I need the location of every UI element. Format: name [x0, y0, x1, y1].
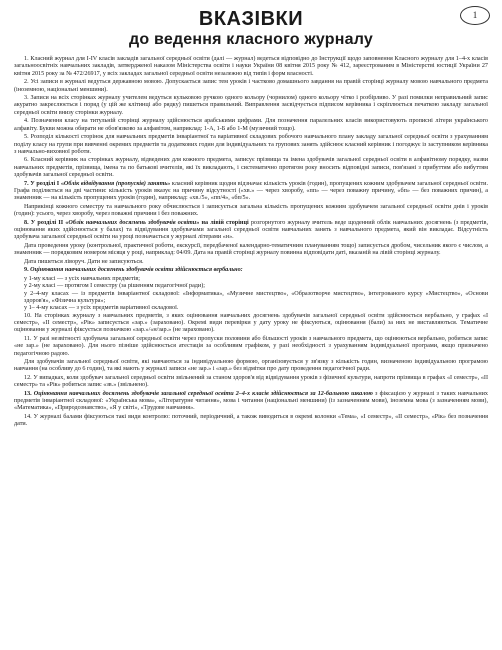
- text-run: 10. На сторінках журналу з навчальних предметів, з яких оцінювання навчальних досягнень здобувачів загальної середньої освіти здійснюється вербально, у графах «I семестр», «II семестр», «Рік» записується «зар.» (зараховано). Окремі види перевірки у дату уроку не фіксуються, оцінювання (бали) за них не виставляються. Тематичне оцінювання у журналі фіксується позначкою «зар.»/«н/зар.» (не зараховано).: [14, 312, 488, 334]
- text-run: У розділі II «: [30, 219, 69, 226]
- text-run: 8.: [24, 219, 31, 226]
- list-item: [14, 291, 488, 306]
- text-run: у 2–4-му класах — із предметів інваріантної складової: «Інформатика», «Музичне мистецтво», «Образотворче мистецтво», інтегрованого курсу «Мистецтво», «Основи здоров'я», «Фізична культура»;: [24, 290, 488, 304]
- paragraph: [14, 375, 488, 390]
- paragraph: [14, 391, 488, 413]
- text-run: у 2-му класі — протягом I семестру (за рішенням педагогічної ради);: [24, 283, 205, 290]
- paragraph: [14, 134, 488, 156]
- paragraph: [14, 313, 488, 335]
- text-run: »: [167, 180, 172, 187]
- text-run: Оцінювання навчальних досягнень здобувачів освіти здійснюється вербально:: [30, 267, 243, 274]
- text-run: Наприкінці кожного семестру та навчального року обчислюється і записується загальна кількість пропущених кожним здобувачем загальної середньої освіти днів і уроків (годин): усього, через хворобу, через поважні причини і без поважних.: [14, 203, 488, 218]
- text-run: Оцінювання навчальних досягнень здобувачів загальної середньої освіти 2–4-х класів здійснюється за 12-бальною шкалою: [33, 390, 373, 397]
- paragraph: [14, 157, 488, 179]
- text-run: розгорнутого журналу вчитель веде щоденний облік навчальних досягнень (з предметів, оцінювання яких здійснюється у балах) та відвідування здобувачами загальної середньої освіти навчальних занять з навчального предмета, який він викладає. Відсутність здобувача загальної середньої освіти на уроці позначається у журналі літерами «н».: [14, 219, 488, 241]
- paragraph: [14, 259, 488, 266]
- text-run: Облік відвідування (пропусків) занять: [63, 180, 168, 187]
- text-run: з фіксацією у журналі з таких навчальних предметів інваріантної складової: «Українська мова», «Літературне читання», мова і читання (національні меншини) (із зазначенням мови), іноземна мова (з зазначенням мови), «Математика», «Природознавство», «Я у світі», «Трудове навчання».: [14, 390, 488, 412]
- page-number-badge: 1: [460, 6, 490, 25]
- text-run: 7.: [24, 180, 31, 187]
- text-run: 5. Розподіл кількості сторінок для навчальних предметів інваріантної та варіативної складових робочого навчального плану закладу загальної середньої освіти з урахуванням поділу класу на групи при вивченні окремих предметів та додаткових годин для індивідуальних та групових занять здійснює класний керівник і погоджує із заступником керівника з навчально-виховної роботи.: [14, 134, 488, 155]
- paragraph: [14, 414, 488, 429]
- text-run: Для здобувачів загальної середньої освіти, які навчаються за індивідуальною формою, організовується у зв'язку з кількість годин, визначеною індивідуальною програмою навчання (на особливу до 6 годин), та які мають у журналі записи «не зар.» і «зар.» без відмітки про дату проведення педагогічної ради.: [14, 359, 488, 373]
- paragraph: [14, 181, 488, 203]
- instructions-body: [14, 56, 488, 429]
- text-run: 14. У журналі балами фіксуються такі види контролю: поточний, періодичний, а також виводиться в окремі колонки «Тема», «I семестр», «II семестр», «Рік» без позначення дати.: [14, 414, 488, 428]
- text-run: 13.: [24, 390, 34, 397]
- text-run: 11. У разі незвітності здобувача загальної середньої освіти через пропуски половини або більшості уроків з навчального предмета, що оцінюються вербально, робиться запис «не зар.» (не зараховано). Для нього пізніше здійснюється атестація за особливим графіком, у разі необхідності з урахуванням індивідуальної програми, якщо призначено педагогічною радою.: [14, 335, 488, 357]
- paragraph: [14, 79, 488, 94]
- text-run: 6. Класний керівник на сторінках журналу, відведених для кожного предмета, записує прізвища та імена здобувачів загальної середньої освіти в алфавітному порядку, назви навчальних предметів, прізвища, імена та по батькові вчителів, які їх викладають, і систематично протягом року вносить відповідні записи, пов'язані з прибуттям або вибуттям здобувачів загальної середньої освіти.: [14, 157, 488, 179]
- text-run: 4. Позначення класу на титульній сторінці журналу здійснюється арабськими цифрами. Для позначення паралельних класів використовують прописні літери українського алфавіту. Букви можна обирати не обов'язково за алфавітом, наприклад: 1-А, 1-Б або 1-М (музичний тощо).: [14, 118, 488, 132]
- text-run: Дата пишеться ліворуч. Дати не записуються.: [24, 258, 144, 265]
- document-subtitle: до ведення класного журналу: [129, 31, 373, 48]
- paragraph: [14, 359, 488, 374]
- text-run: Дата проведення уроку (контрольної, практичної роботи, екскурсії, передбаченої календарно-тематичним плануванням тощо) записується дробом, чисельник якого є числом, а знаменник — порядковим номером місяця у році, наприклад: 04/09. Дата на правій сторінці журналу повинна відповідати даті, вказаній на лівій сторінці журналу.: [14, 242, 488, 257]
- text-run: у 1– 4-му класах — з усіх предметів варіативної складової.: [24, 305, 179, 312]
- paragraph: [14, 56, 488, 78]
- list-item: [14, 305, 488, 312]
- text-run: 9.: [24, 267, 31, 274]
- text-run: » на лівій сторінці: [196, 219, 251, 226]
- paragraph: [14, 243, 488, 258]
- text-run: у 1-му класі — з усіх навчальних предметів;: [24, 275, 141, 282]
- paragraph: [14, 336, 488, 358]
- paragraph: [14, 204, 488, 219]
- paragraph: [14, 220, 488, 242]
- text-run: 1. Класний журнал для I-IV класів закладів загальної середньої освіти (далі — журнал) ведеться відповідно до Інструкції щодо заповнення Класного журналу для 1–4-х класів загальноосвітніх навчальних закладів, затвердженої наказом Міністерства освіти і науки України 08 квітня 2015 року № 412, зареєстрованим в Міністерстві юстиції України 27 квітня 2015 року за № 472/26917, у всіх закладах загальної середньої освіти незалежно від типів і форм власності.: [14, 56, 488, 77]
- paragraph: [14, 95, 488, 117]
- text-run: класний керівник щодня відзначає кількість уроків (годин), пропущених кожним здобувачем загальної середньої освіти. Графа поділяється на дві частини: кількість уроків вказує на причину відсутності («хв.» — через хворобу, «пп» — через поважну причину, «бп» — без поважних причин), а знаменник — на кількість пропущених уроків (годин), наприклад: «хв./5», «пп/4», «бп/5».: [14, 180, 488, 202]
- text-run: У розділі I «: [30, 180, 64, 187]
- text-run: 12. У випадках, коли здобувач загальної середньої освіти звільнений за станом здоров'я від відвідування уроків з фізичної культури, напроти прізвища в графах «I семестр», «II семестр» та «Рік» робиться запис «зв.» (звільнено).: [14, 374, 488, 389]
- paragraph: [14, 267, 488, 274]
- text-run: Облік навчальних досягнень здобувачів освіти: [68, 219, 197, 226]
- list-item: [14, 283, 488, 290]
- paragraph: [14, 118, 488, 133]
- text-run: 3. Записи на всіх сторінках журналу учителем ведуться кульковою ручкою одного кольору (чорнилом) одного кольору чітко і розбірливо. У разі помилки неправильний запис акуратно закреслюється і поряд (у цій же клітинці або рядку) пишеться правильний. Виправлення засвідчується підписом керівника і скріплюється печаткою закладу загальної середньої освіти внизу сторінки журналу.: [14, 95, 488, 116]
- document-title: ВКАЗІВКИ: [198, 8, 304, 30]
- text-run: 2. Усі записи в журналі ведуться державною мовою. Допускається запис тем уроків і частково домашнього завдання на правій сторінці журналу мовою навчального предмета (іноземною, національні меншини).: [14, 79, 488, 93]
